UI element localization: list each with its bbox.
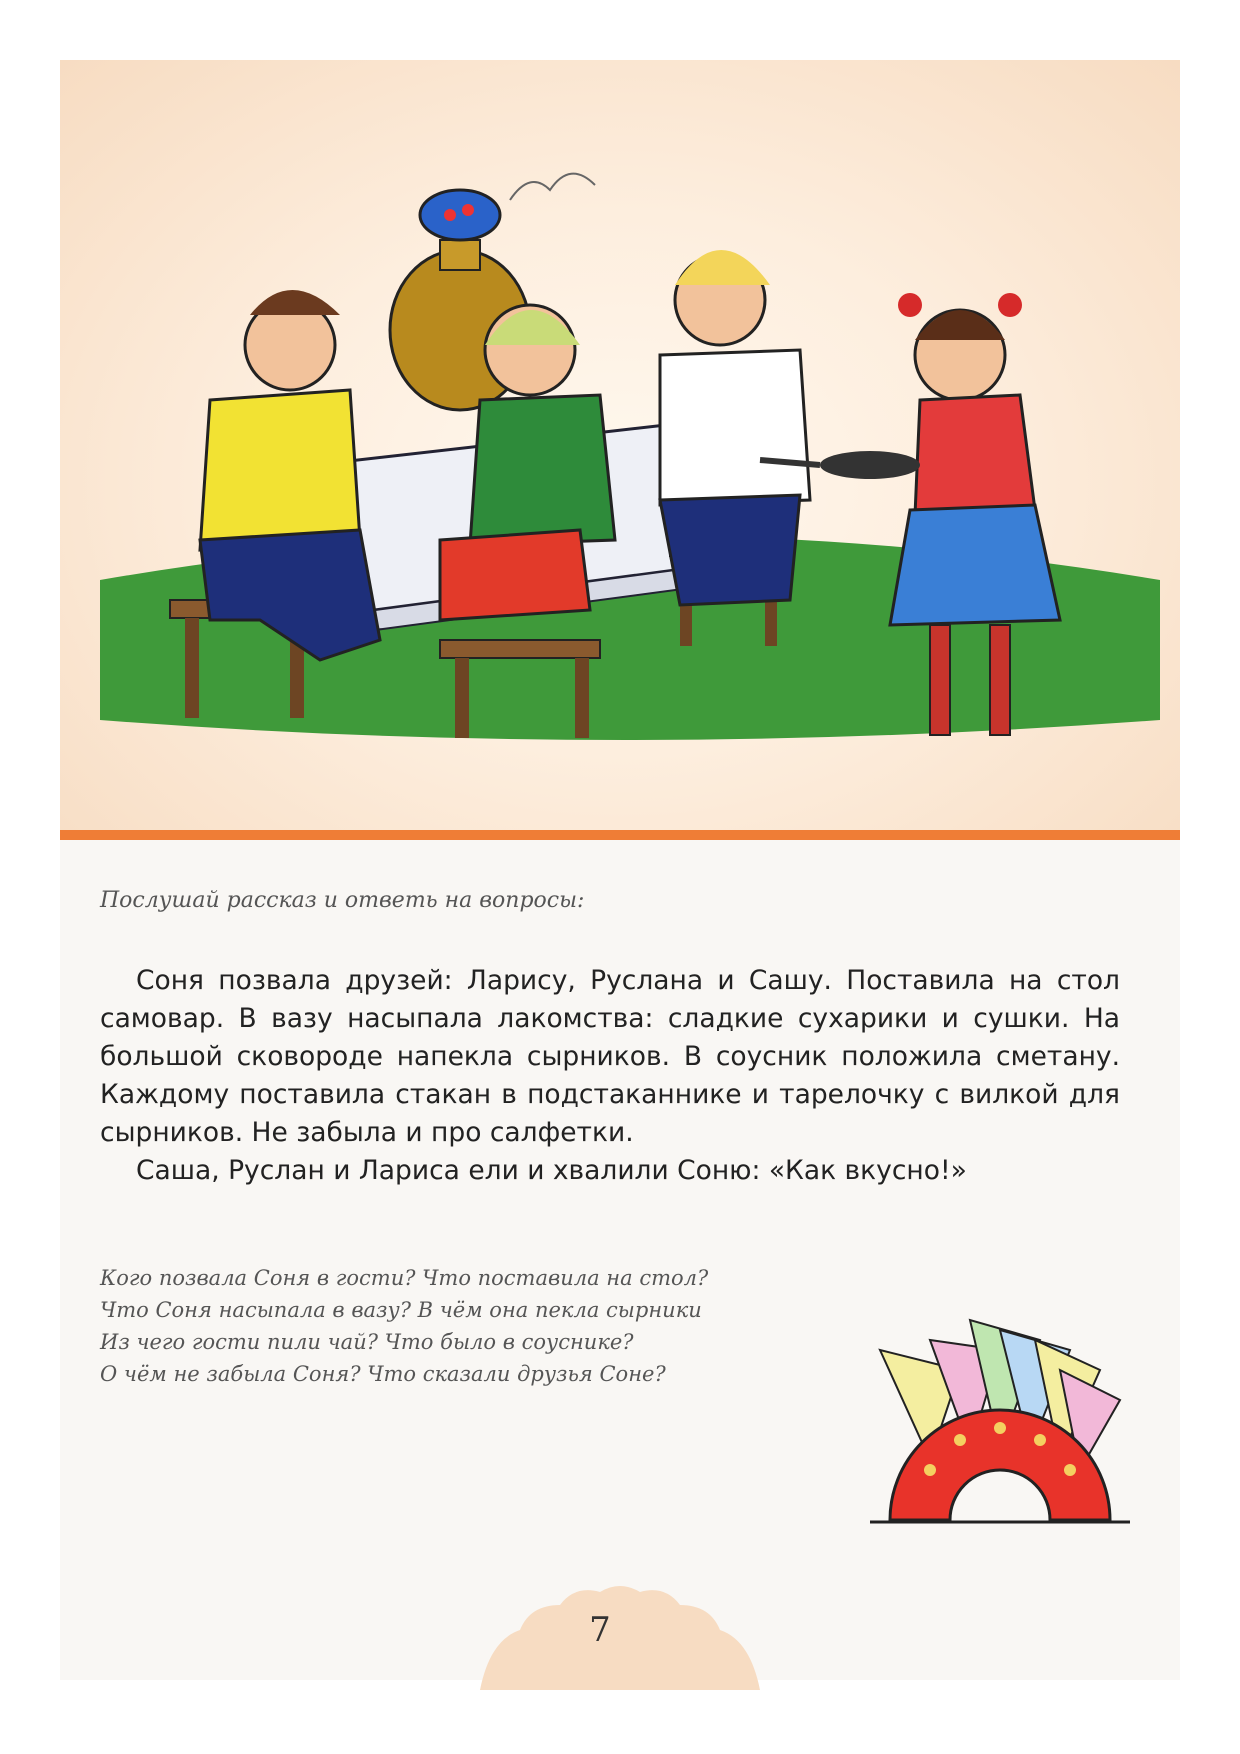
story-paragraph-1: Соня позвала друзей: Ларису, Руслана и Сашу. Поставила на стол самовар. В вазу насыпала лакомства: сладкие сухарики и сушки. На большой сковороде напекла сырников. В соусник положила сметану. Каждому поставила стакан в подстаканнике и тарелочку с вилкой для сырников. Не забыла и про салфетки. — [100, 965, 1120, 1148]
question-line: Из чего гости пили чай? Что было в соуснике? — [100, 1330, 634, 1354]
instruction-text: Послушай рассказ и ответь на вопросы: — [100, 888, 585, 913]
tea-party-illustration — [60, 60, 1180, 830]
frying-pan — [820, 451, 920, 479]
question-line: Что Соня насыпала в вазу? В чём она пекла сырники — [100, 1298, 702, 1322]
page-number: 7 — [589, 1610, 611, 1650]
stool-middle — [440, 640, 600, 658]
question-line: Кого позвала Соня в гости? Что поставила на стол? — [100, 1266, 709, 1290]
illustration-svg — [60, 60, 1180, 830]
story-text — [100, 962, 1120, 1190]
question-line: О чём не забыла Соня? Что сказали друзья Соне? — [100, 1362, 666, 1386]
teapot — [420, 190, 500, 240]
folk-ornament-icon — [850, 1310, 1150, 1544]
orange-divider — [60, 830, 1180, 840]
questions-list — [100, 1262, 860, 1390]
story-paragraph-2: Саша, Руслан и Лариса ели и хвалили Соню: «Как вкусно!» — [136, 1155, 967, 1186]
